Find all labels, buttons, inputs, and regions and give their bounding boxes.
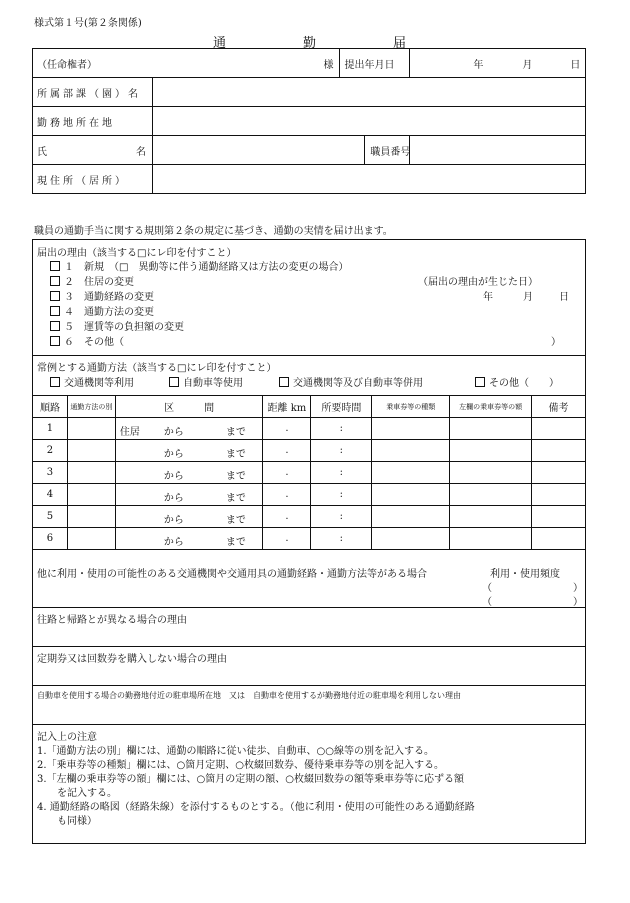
route-ticket-type-field[interactable] — [372, 528, 450, 550]
method-option-other[interactable] — [475, 374, 559, 389]
workplace-label: 勤務地所在地 — [33, 107, 153, 136]
route-to: まで — [225, 427, 246, 438]
route-from: から — [163, 493, 184, 504]
route-distance-dot: . — [285, 489, 289, 500]
route-time-field[interactable] — [311, 418, 372, 440]
reason-item-label: ５ 運賃等の負担額の変更 — [64, 322, 184, 333]
reason-item-label: ２ 住居の変更 — [64, 277, 134, 288]
route-distance-dot: . — [285, 511, 289, 522]
method-option-both[interactable] — [279, 374, 423, 389]
note-item: 1.「通勤方法の別」欄には、通勤の順路に従い徒歩、自動車、○○線等の別を記入する。 — [37, 746, 434, 757]
title-char-3: 届 — [393, 36, 407, 51]
method-option-label: その他（ ） — [489, 378, 559, 389]
route-distance-field[interactable] — [263, 528, 311, 550]
route-section-field[interactable] — [115, 440, 263, 462]
route-to: まで — [225, 471, 246, 482]
reason-year: 年 — [483, 292, 493, 303]
route-distance-field[interactable] — [263, 440, 311, 462]
route-ticket-amount-field[interactable] — [450, 440, 532, 462]
reason-item-1[interactable] — [50, 258, 348, 273]
route-remarks-field[interactable] — [532, 462, 586, 484]
reason-item-label: １ 新規 （□ 異動等に伴う通勤経路又は方法の変更の場合） — [64, 262, 349, 273]
header-remarks: 備考 — [532, 396, 586, 418]
address-label: 現住所（居所） — [33, 165, 153, 194]
route-remarks-field[interactable] — [532, 528, 586, 550]
divider — [33, 724, 585, 725]
header-order: 順路 — [33, 396, 68, 418]
route-row — [33, 528, 586, 550]
route-remarks-field[interactable] — [532, 506, 586, 528]
route-section-field[interactable] — [115, 528, 263, 550]
route-to: まで — [225, 493, 246, 504]
header-ticket-amount: 左欄の乗車券等の額 — [450, 396, 532, 418]
checkbox[interactable] — [279, 377, 289, 387]
day-label: 日 — [570, 60, 581, 71]
header-ticket-type: 乗車券等の種類 — [372, 396, 450, 418]
other-routes-label: 他に利用・使用の可能性のある交通機関や交通用具の通勤経路・通勤方法等がある場合 — [37, 569, 427, 580]
route-remarks-field[interactable] — [532, 484, 586, 506]
route-from: から — [163, 449, 184, 460]
submit-date-field[interactable] — [410, 49, 586, 78]
frequency-paren-close-1: ） — [573, 583, 583, 594]
route-section-field[interactable] — [115, 462, 263, 484]
route-time-colon: : — [339, 423, 344, 434]
department-label: 所属部課（園）名 — [33, 78, 153, 107]
route-ticket-amount-field[interactable] — [450, 462, 532, 484]
checkbox[interactable] — [50, 377, 60, 387]
route-time-field[interactable] — [311, 528, 372, 550]
staff-no-cell[interactable] — [370, 136, 586, 165]
appointer-label: （任命権者） — [37, 59, 97, 71]
route-distance-dot: . — [285, 467, 289, 478]
route-ticket-amount-field[interactable] — [450, 418, 532, 440]
route-ticket-type-field[interactable] — [372, 484, 450, 506]
route-row — [33, 506, 586, 528]
frequency-paren-close-2: ） — [573, 597, 583, 608]
method-option-label: 交通機関等利用 — [64, 378, 134, 389]
department-field[interactable] — [152, 78, 585, 107]
route-time-field[interactable] — [311, 440, 372, 462]
route-method-field[interactable] — [67, 418, 115, 440]
route-order: 5 — [33, 506, 68, 528]
month-label: 月 — [522, 60, 533, 71]
sama-label: 様 — [323, 60, 334, 71]
method-heading: 常例とする通勤方法（該当する□にレ印を付すこと） — [37, 363, 277, 374]
route-section-field[interactable] — [115, 418, 263, 440]
route-time-colon: : — [339, 445, 344, 456]
reason-item-label: ６ その他（ — [64, 337, 124, 348]
route-method-field[interactable] — [67, 528, 115, 550]
header-method: 通勤方法の別 — [67, 396, 115, 418]
route-section-field[interactable] — [115, 484, 263, 506]
reason-other-close: ） — [551, 337, 561, 348]
route-to: まで — [225, 449, 246, 460]
reason-date-note: （届出の理由が生じた日） — [418, 277, 538, 288]
route-distance-dot: . — [285, 533, 289, 544]
route-ticket-type-field[interactable] — [372, 418, 450, 440]
note-item: 2.「乗車券等の種類」欄には、○箇月定期、○枚綴回数券、優待乗車券等の別を記入する。 — [37, 760, 444, 771]
year-label: 年 — [473, 60, 484, 71]
route-time-colon: : — [339, 489, 344, 500]
route-table — [32, 395, 586, 550]
note-item: 3.「左欄の乗車券等の額」欄には、○箇月の定期の額、○枚綴回数券の額等乗車券等に応ずる額 — [37, 774, 464, 785]
different-route-reason-label: 往路と帰路とが異なる場合の理由 — [37, 615, 187, 626]
reason-item-5[interactable] — [50, 318, 184, 333]
header-section: 区 間 — [115, 396, 263, 418]
route-ticket-amount-field[interactable] — [450, 506, 532, 528]
route-method-field[interactable] — [67, 440, 115, 462]
route-order: 2 — [33, 440, 68, 462]
route-order: 4 — [33, 484, 68, 506]
reason-item-2[interactable] — [50, 273, 134, 288]
reason-heading: 届出の理由（該当する□にレ印を付すこと） — [37, 248, 237, 259]
submit-date-label: 提出年月日 — [340, 49, 410, 78]
route-method-field[interactable] — [67, 506, 115, 528]
method-option-label: 交通機関等及び自動車等併用 — [293, 378, 423, 389]
name-label-2: 名 — [135, 147, 146, 158]
notes-heading: 記入上の注意 — [37, 732, 97, 743]
route-from: から — [163, 515, 184, 526]
route-time-colon: : — [339, 511, 344, 522]
checkbox[interactable] — [50, 291, 60, 301]
checkbox[interactable] — [50, 276, 60, 286]
route-ticket-type-field[interactable] — [372, 506, 450, 528]
title-char-1: 通 — [213, 36, 227, 51]
route-distance-field[interactable] — [263, 506, 311, 528]
route-ticket-type-field[interactable] — [372, 440, 450, 462]
route-time-field[interactable] — [311, 462, 372, 484]
note-item: 4. 通勤経路の略図（経路朱線）を添付するものとする。（他に利用・使用の可能性のある通勤経路 — [37, 802, 475, 813]
route-section-field[interactable] — [115, 506, 263, 528]
checkbox[interactable] — [475, 377, 485, 387]
note-item: を記入する。 — [37, 788, 117, 799]
header-time: 所要時間 — [311, 396, 372, 418]
route-remarks-field[interactable] — [532, 440, 586, 462]
method-option-transit[interactable] — [50, 374, 134, 389]
checkbox[interactable] — [169, 377, 179, 387]
route-to: まで — [225, 537, 246, 548]
reason-month: 月 — [523, 292, 533, 303]
reason-item-label: ３ 通勤経路の変更 — [64, 292, 154, 303]
route-from: から — [163, 427, 184, 438]
method-option-label: 自動車等使用 — [183, 378, 243, 389]
form-number: 様式第１号(第２条関係) — [34, 18, 142, 29]
route-ticket-amount-field[interactable] — [450, 528, 532, 550]
route-time-colon: : — [339, 533, 344, 544]
no-pass-reason-label: 定期券又は回数券を購入しない場合の理由 — [37, 654, 227, 665]
reason-item-6[interactable] — [50, 333, 124, 348]
title-char-2: 勤 — [303, 36, 317, 51]
divider — [33, 607, 585, 608]
route-table-header — [33, 396, 586, 418]
frequency-label: 利用・使用頻度 — [490, 569, 560, 580]
route-distance-field[interactable] — [263, 484, 311, 506]
commute-details-box — [32, 239, 586, 844]
staff-no-label: 職員番号 — [370, 147, 411, 158]
route-time-field[interactable] — [311, 506, 372, 528]
name-label-cell — [33, 136, 153, 165]
divider — [33, 685, 585, 686]
route-distance-dot: . — [285, 423, 289, 434]
parking-label: 自動車を使用する場合の勤務地付近の駐車場所在地 又は 自動車を使用するが勤務地付近の駐車場を利用しない理由 — [37, 691, 461, 700]
route-row — [33, 462, 586, 484]
reason-item-4[interactable] — [50, 303, 154, 318]
route-order: 6 — [33, 528, 68, 550]
route-remarks-field[interactable] — [532, 418, 586, 440]
header-distance: 距離 km — [263, 396, 311, 418]
frequency-paren-open-2: （ — [482, 597, 492, 608]
route-row — [33, 440, 586, 462]
reason-day: 日 — [559, 292, 569, 303]
route-from: から — [163, 471, 184, 482]
intro-text: 職員の通勤手当に関する規則第２条の規定に基づき、通勤の実情を届け出ます。 — [34, 226, 393, 237]
divider — [33, 646, 585, 647]
route-distance-dot: . — [285, 445, 289, 456]
route-method-field[interactable] — [67, 462, 115, 484]
address-field[interactable] — [152, 165, 585, 194]
checkbox[interactable] — [50, 306, 60, 316]
route-distance-field[interactable] — [263, 462, 311, 484]
route-time-field[interactable] — [311, 484, 372, 506]
route-from: から — [163, 537, 184, 548]
route-order: 3 — [33, 462, 68, 484]
route-row — [33, 418, 586, 440]
route-time-colon: : — [339, 467, 344, 478]
route-row — [33, 484, 586, 506]
reason-item-label: ４ 通勤方法の変更 — [64, 307, 154, 318]
checkbox[interactable] — [50, 321, 60, 331]
route-ticket-amount-field[interactable] — [450, 484, 532, 506]
appointer-cell[interactable] — [33, 49, 340, 78]
route-to: まで — [225, 515, 246, 526]
applicant-table — [32, 48, 586, 194]
route-ticket-type-field[interactable] — [372, 462, 450, 484]
method-option-car[interactable] — [169, 374, 243, 389]
route-method-field[interactable] — [67, 484, 115, 506]
divider — [33, 355, 585, 356]
frequency-paren-open-1: （ — [482, 583, 492, 594]
route-from-prefix: 住居 — [119, 427, 140, 438]
reason-item-3[interactable] — [50, 288, 154, 303]
checkbox[interactable] — [50, 336, 60, 346]
route-order: 1 — [33, 418, 68, 440]
route-distance-field[interactable] — [263, 418, 311, 440]
note-item: も同様） — [37, 816, 97, 827]
name-label-1: 氏 — [37, 146, 47, 158]
checkbox[interactable] — [50, 261, 60, 271]
workplace-field[interactable] — [152, 107, 585, 136]
